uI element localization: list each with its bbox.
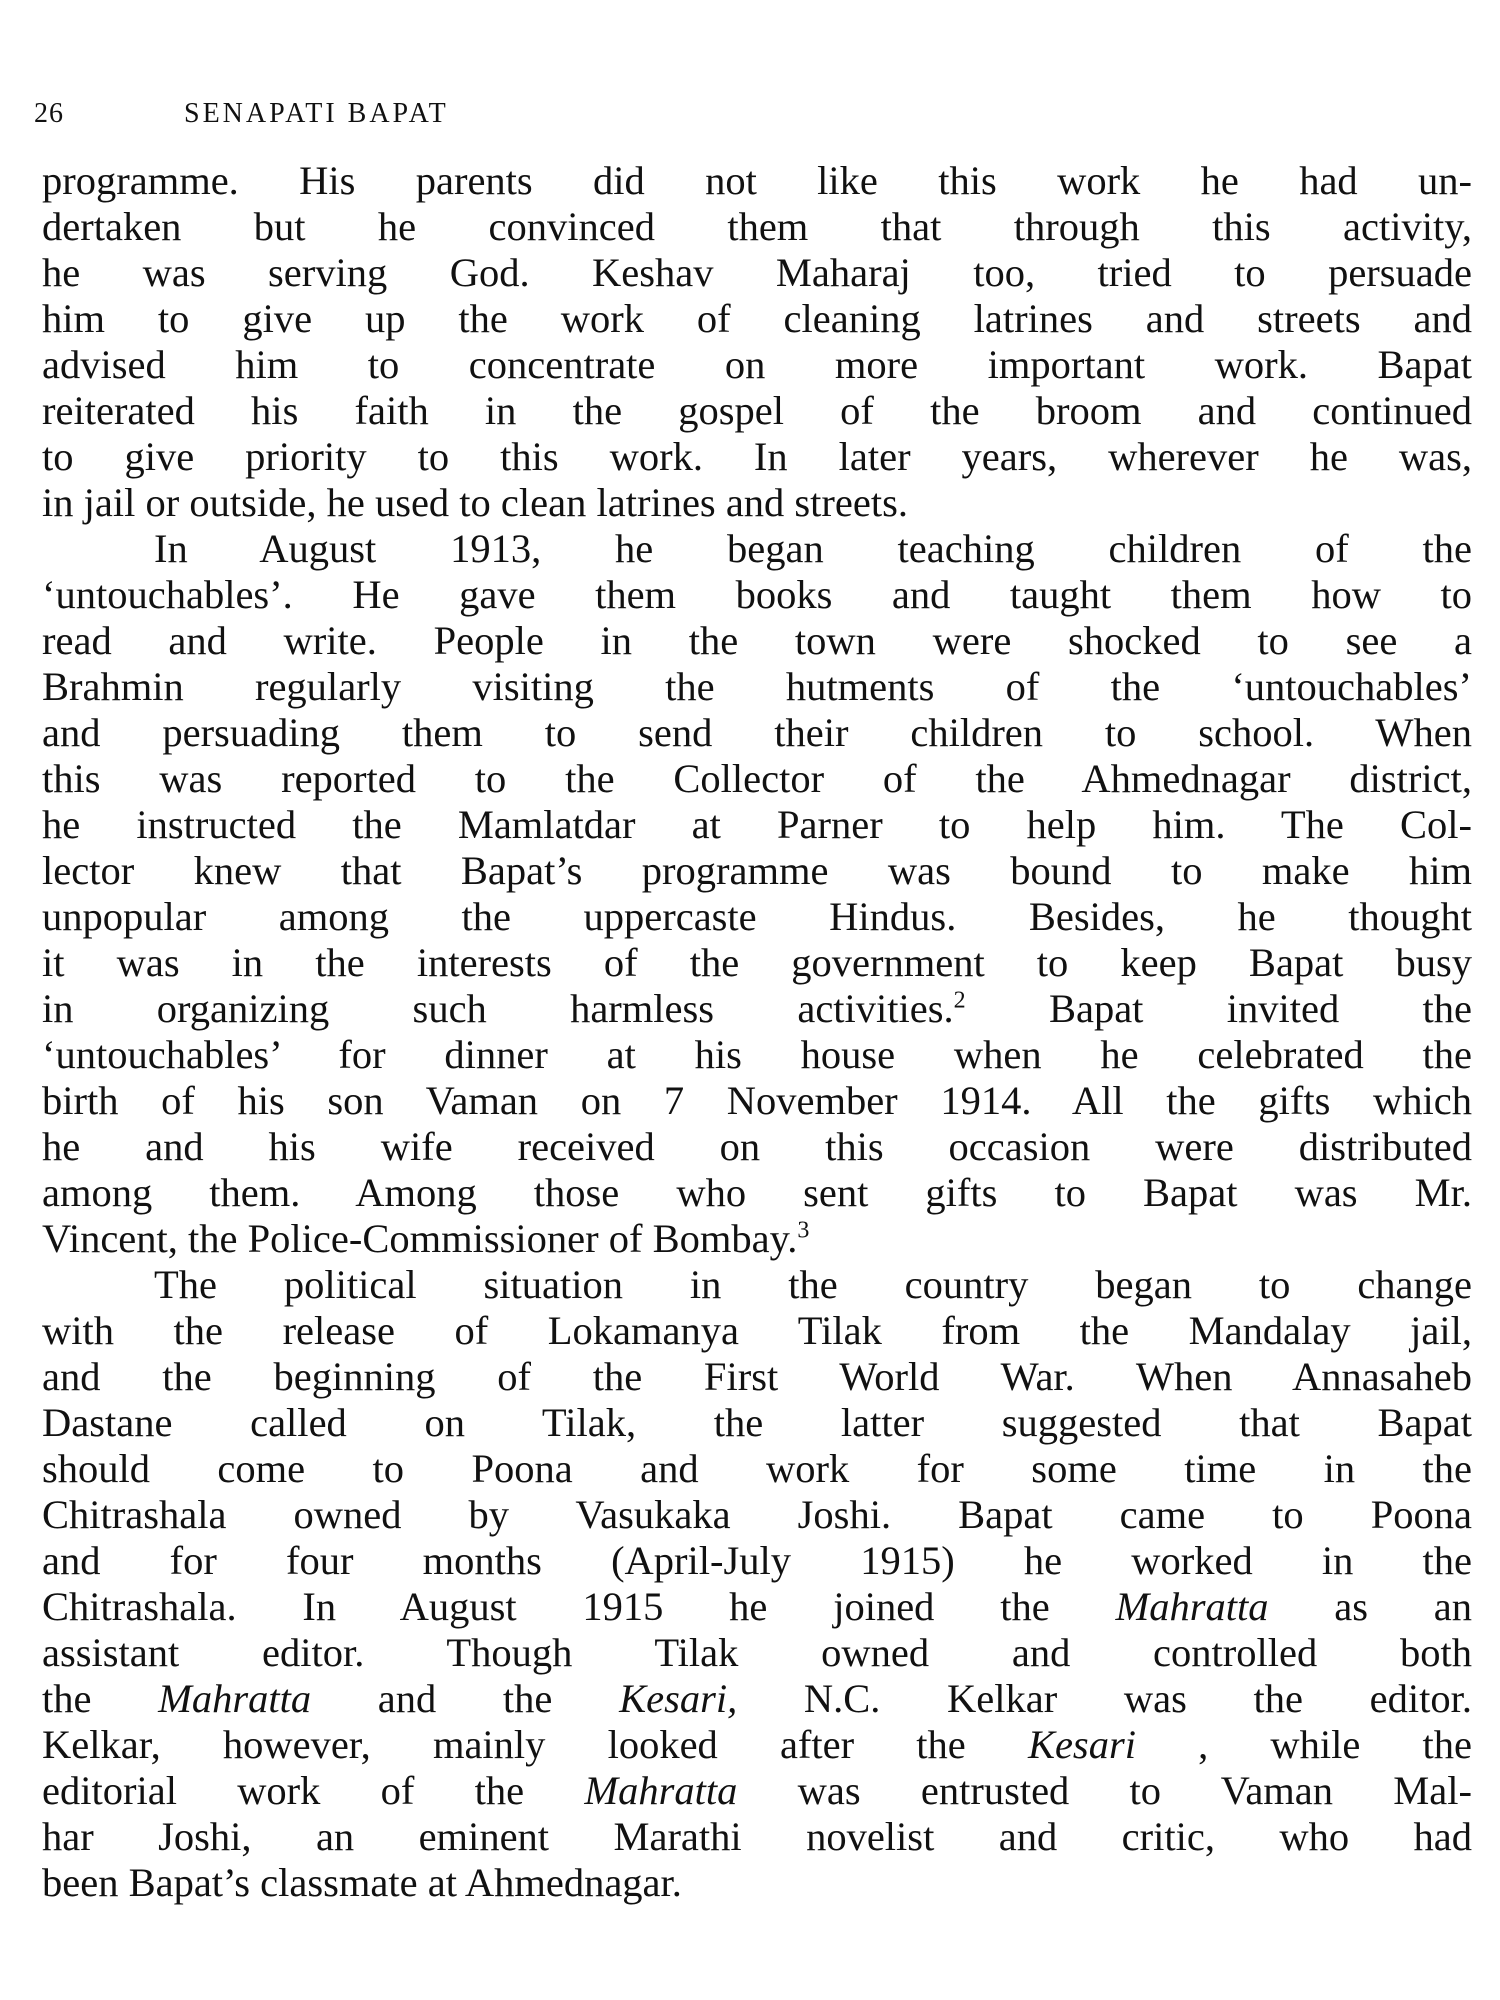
text-segment: and the	[311, 1676, 620, 1721]
text-line: and for four months (April-July 1915) he worked in the	[42, 1538, 1472, 1583]
text-segment: in organizing such harmless activities.	[42, 986, 954, 1031]
text-segment: Kelkar, however, mainly looked after the	[42, 1722, 966, 1767]
text-line: birth of his son Vaman on 7 November 1914. All the gifts which	[42, 1078, 1472, 1123]
text-segment: N.C. Kelkar was the editor.	[737, 1676, 1472, 1721]
text-line: and the beginning of the First World War. When Annasaheb	[42, 1354, 1472, 1399]
text-segment: editorial work of the	[42, 1768, 525, 1813]
running-title: SENAPATI BAPAT	[184, 98, 449, 129]
text-line-with-footnote	[42, 986, 1472, 1032]
text-segment: was entrusted to Vaman Mal-	[737, 1768, 1472, 1813]
text-line: to give priority to this work. In later years, wherever he was,	[42, 434, 1472, 479]
text-line: The political situation in the country began to change	[154, 1262, 1472, 1307]
text-line: dertaken but he convinced them that through this activity,	[42, 204, 1472, 249]
text-line: he and his wife received on this occasion were distributed	[42, 1124, 1472, 1169]
text-line: Dastane called on Tilak, the latter suggested that Bapat	[42, 1400, 1472, 1445]
text-line: lector knew that Bapat’s programme was bound to make him	[42, 848, 1472, 893]
text-segment: Chitrashala. In August 1915 he joined the	[42, 1584, 1050, 1629]
text-line-with-italic	[42, 1722, 1472, 1768]
text-line: it was in the interests of the government to keep Bapat busy	[42, 940, 1472, 985]
text-segment: Vincent, the Police-Commissioner of Bombay.	[42, 1216, 798, 1261]
italic-title: Mahratta	[1115, 1584, 1269, 1629]
text-line-with-italic	[42, 1676, 1472, 1722]
text-line: programme. His parents did not like this work he had un-	[42, 158, 1472, 203]
text-line: he was serving God. Keshav Maharaj too, tried to persuade	[42, 250, 1472, 295]
text-line: been Bapat’s classmate at Ahmednagar.	[42, 1860, 682, 1905]
footnote-marker: 2	[953, 987, 966, 1014]
italic-title: Mahratta	[584, 1768, 738, 1813]
text-line: should come to Poona and work for some time in the	[42, 1446, 1472, 1491]
text-line-with-footnote	[42, 1216, 1472, 1262]
text-line: advised him to concentrate on more important work. Bapat	[42, 342, 1472, 387]
text-line: with the release of Lokamanya Tilak from the Mandalay jail,	[42, 1308, 1472, 1353]
text-line: and persuading them to send their children to school. When	[42, 710, 1472, 755]
text-segment: the	[42, 1676, 92, 1721]
text-line: Brahmin regularly visiting the hutments of the ‘untouchables’	[42, 664, 1472, 709]
text-segment: , while the	[1135, 1722, 1472, 1767]
text-line: in jail or outside, he used to clean latrines and streets.	[42, 480, 909, 525]
text-segment: as an	[1268, 1584, 1472, 1629]
footnote-marker: 3	[797, 1217, 810, 1244]
text-line-with-italic	[42, 1768, 1472, 1814]
italic-title: Mahratta	[158, 1676, 312, 1721]
text-line: ‘untouchables’. He gave them books and taught them how to	[42, 572, 1472, 617]
text-line: assistant editor. Though Tilak owned and controlled both	[42, 1630, 1472, 1675]
italic-title: Kesari,	[619, 1676, 738, 1721]
italic-title: Kesari	[1027, 1722, 1136, 1767]
text-line: Chitrashala owned by Vasukaka Joshi. Bapat came to Poona	[42, 1492, 1472, 1537]
body-text	[42, 158, 1472, 1906]
text-segment: Bapat invited the	[965, 986, 1472, 1031]
text-line: this was reported to the Collector of the Ahmednagar district,	[42, 756, 1472, 801]
text-line: read and write. People in the town were shocked to see a	[42, 618, 1472, 663]
text-line: he instructed the Mamlatdar at Parner to help him. The Col-	[42, 802, 1472, 847]
text-line-with-italic	[42, 1584, 1472, 1630]
text-line: him to give up the work of cleaning latrines and streets and	[42, 296, 1472, 341]
text-line: among them. Among those who sent gifts to Bapat was Mr.	[42, 1170, 1472, 1215]
text-line: har Joshi, an eminent Marathi novelist and critic, who had	[42, 1814, 1472, 1859]
text-line: In August 1913, he began teaching children of the	[154, 526, 1472, 571]
text-line: unpopular among the uppercaste Hindus. Besides, he thought	[42, 894, 1472, 939]
running-head	[34, 98, 449, 130]
text-line: reiterated his faith in the gospel of the broom and continued	[42, 388, 1472, 433]
page-number: 26	[34, 98, 64, 129]
text-line: ‘untouchables’ for dinner at his house when he celebrated the	[42, 1032, 1472, 1077]
